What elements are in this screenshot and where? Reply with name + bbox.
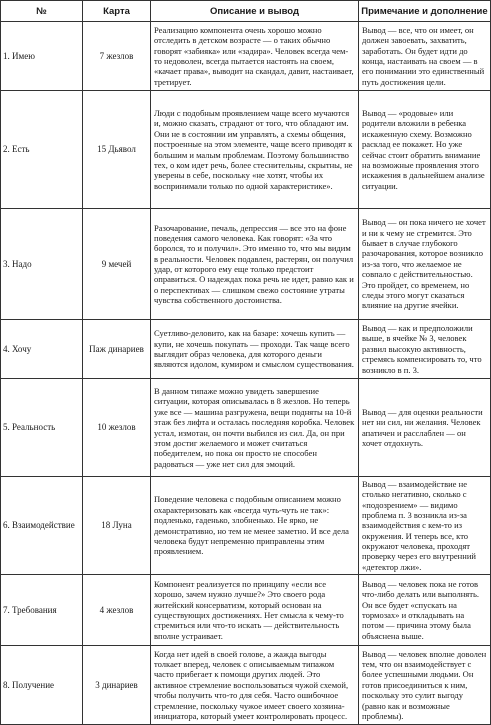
row-card: 10 жезлов [83,379,151,477]
row-card: 15 Дьявол [83,91,151,209]
row-note [359,320,491,379]
table-row [1,379,491,477]
row-card: 9 мечей [83,209,151,320]
row-description [151,22,359,91]
table-row [1,91,491,209]
row-description-text: Реализацию компонента очень хорошо можно отследить в детском возрасте — о таких обычно говорят «забияка» или «задира». Человек всегда чем-то недоволен, всегда пытается настоять на своем, «качает права», выводит на скандал, давит, настаивает, третирует. [154,24,354,87]
header-row [1,1,491,22]
row-card: Паж динариев [83,320,151,379]
header-note: Примечание и дополнение [359,1,491,22]
row-note [359,91,491,209]
row-note-text: Вывод — «родовые» или родители вложили в ребенка искаженную схему. Возможно расклад ее покажет. Но уже сейчас стоит обратить внимание на возможные проявления этого искажения в дальнейшем анализе ситуации. [362,108,485,191]
row-description [151,320,359,379]
row-note [359,646,491,725]
row-card: 7 жезлов [83,22,151,91]
row-description-text: Разочарование, печаль, депрессия — все это на фоне поведения самого человека. Как говорят: «За что боролся, то и получил». Это именно то, что мы видим в реальности. Человек подавлен, растерян, он получил удар, от которого ему еще только предстоит оправиться. О надеждах пока речь не идет, равно как и о перспективах — слишком свежо состояние утраты чувства собственного достоинства. [154,222,354,306]
row-note-text: Вывод — для оценки реальности нет ни сил, ни желания. Человек апатичен и расслаблен — он хочет отдохнуть. [362,406,483,448]
header-card: Карта [83,1,151,22]
row-note [359,209,491,320]
row-description [151,646,359,725]
row-card: 3 динариев [83,646,151,725]
row-position: 4. Хочу [1,320,83,379]
row-description [151,477,359,575]
table-row [1,575,491,646]
row-description-text: В данном типаже можно увидеть завершение ситуации, которая описывалась в 8 жезлов. Но теперь уже все — машина разгружена, вещи подняты на 10-й этаж без лифта и осталась последняя коробка. Человек устал, измотан, он почти выбился из сил. Да, он при этом достиг желаемого и может считаться победителем, но пока он просто не способен радоваться — уже нет сил для эмоций. [154,386,355,469]
row-note-text: Вывод — он пока ничего не хочет и ни к чему не стремится. Это бывает в случае глубокого разочарования, которое возникло из-за того, что желаемое не совпало с действительностью. Это пройдет, со временем, но следы этого могут сказаться влияние на другие ячейки. [362,217,486,311]
row-position: 6. Взаимодействие [1,477,83,575]
row-position: 8. Получение [1,646,83,725]
table-row [1,22,491,91]
row-note-text: Вывод — все, что он имеет, он должен завоевать, захватить, заработать. Он будет идти до конца, настаивать на своем — в его понимании это единственный путь достижения цели. [362,24,485,87]
row-description-text: Поведение человека с подобным описанием можно охарактеризовать как «всегда чуть-чуть не так»: подленько, гаденько, злобненько. Не ярко, не демонстративно, но тем не менее заметно. И все дела человека будут непременно приправлены этим проявлением. [154,494,349,557]
row-note [359,379,491,477]
row-description-text: Люди с подобным проявлением чаще всего мучаются и, можно сказать, страдают от того, что обладают им. Они не в состоянии им управлять, а схемы общения, построенные на этом элементе, чаще всего приводят к большим и малым проблемам. Поэтому большинство тех, о ком идет речь, более стеснительны, скрытны, не уверены в себе, поскольку «не хотят, чтобы их воспринимали только по одной характеристике». [154,108,353,191]
row-position: 3. Надо [1,209,83,320]
header-number: № [1,1,83,22]
row-description [151,209,359,320]
row-note-text: Вывод — как и предположили выше, в ячейке № 3, человек развил высокую активность, стремясь компенсировать то, что возникло в п. 3. [362,323,482,375]
row-note-text: Вывод — взаимодействие не столько негативно, сколько с «подозрением» — видимо проблема п. 3 возникла из-за взаимодействия с кем-то из окружения. И теперь все, кто окружают человека, проходят проверку через его внутренний «детектор лжи». [362,478,476,572]
row-note-text: Вывод — человек пока не готов что-либо делать или выполнять. Он все будет «спускать на тормозах» и откладывать на потом — причина этому была объяснена выше. [362,578,479,641]
row-position: 5. Реальность [1,379,83,477]
row-description-text: Компонент реализуется по принципу «если все хорошо, зачем нужно лучше?» Это своего рода житейский консерватизм, который основан на существующих достижениях. Нет смысла к чему-то стремиться или что-то искать — действительность вполне устраивает. [154,578,344,641]
row-position: 7. Требования [1,575,83,646]
row-position: 2. Есть [1,91,83,209]
row-description [151,91,359,209]
row-position: 1. Имею [1,22,83,91]
table-row [1,477,491,575]
table-row [1,646,491,725]
row-description [151,575,359,646]
header-description: Описание и вывод [151,1,359,22]
row-description [151,379,359,477]
row-note [359,575,491,646]
row-card: 18 Луна [83,477,151,575]
table-row [1,209,491,320]
row-description-text: Суетливо-деловито, как на базаре: хочешь купить — купи, не хочешь покупать — проходи. Так чаще всего выглядит образ человека, для которого деньги являются идолом, кумиром и смыслом существования. [154,328,354,370]
table-row [1,320,491,379]
row-description-text: Когда нет идей в своей голове, а жажда выгоды толкает вперед, человек с описываемым типажом часто прибегает к помощи других людей. Это активное стремление воспользоваться чужой схемой, чтобы получить что-то для себя. Часто ошибочное стремление, поскольку чужое имеет своего хозяина-инициатора, который умеет контролировать процесс. [154,648,349,721]
row-note-text: Вывод — человек вполне доволен тем, что он взаимодействует с более успешными людьми. Он готов присоединиться к ним, поскольку это сулит выгоду (равно как и возможные проблемы). [362,648,487,721]
row-card: 4 жезлов [83,575,151,646]
row-note [359,477,491,575]
row-note [359,22,491,91]
